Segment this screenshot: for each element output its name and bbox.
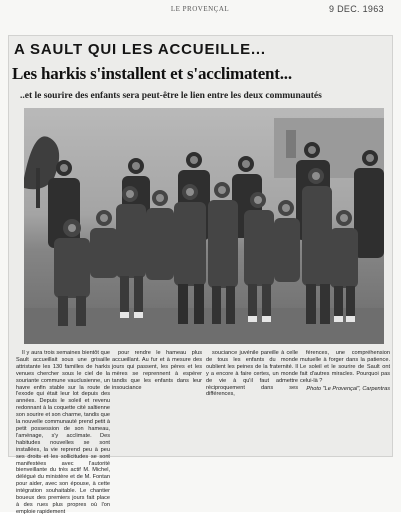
article-column-2 [112,350,202,391]
column-text: pour rendre le hameau plus accueillant. Au fur et à mesure des jours qui passent, les pères et les mères se reprennent à espérer tandis que les enfants dans leur insouciance [112,350,202,391]
column-text: souciance juvénile pareille à celle de tous les enfants du monde oublient les peines de la fraternité. Il y a encore à faire certes, un monde de vie à qu'il faut admettre réciproquement dans ses différences, [206,350,298,398]
column-text: Il y aura trois semaines bientôt que Sault accueillait sous une grisaille attristante les 130 familles de harkis venues chercher sous le ciel de la souriante commune vauclusienne, un havre enfin stable sur la route de l'exode qui était leur lot depuis des années. Depuis le soleil et revenu redonnant à la coquette cité saltienne son sourire et son charme, tandis que la nouvelle communauté prend petit à petit possession de son hameau, l'aménage, s'y acclimate. Des habitudes nouvelles se sont installées, la vie reprend peu à peu ses droits et les sollicitudes se sont manifestées avec l'autorité bienveillante du très actif M. Michel, délégué du ministère et de M. Fontan pour aider, avec son épouse, à cette intégration souhaitable. Le chantier boueux des premiers jours fait place à des rues plus propres où l'on emploie rapidement [16,350,110,515]
photo-credit: Photo "Le Provençal", Carpentras [306,385,390,392]
headline: A SAULT QUI LES ACCUEILLE... [14,41,266,58]
article-column-3 [206,350,298,398]
article-column-4 [300,350,390,392]
group-photo [24,108,384,344]
date-stamp: 9 DEC. 1963 [329,4,384,14]
article-subtitle: ..et le sourire des enfants sera peut-être le lien entre les deux communautés [20,91,322,101]
column-text: férences, une compréhension mutuelle à forger dans la patience. Le soleil et le sourire de Sault ont fait d'autres miracles. Pourquoi pas celui-là ? [300,350,390,384]
newspaper-name: LE PROVENÇAL [170,5,230,13]
article-column-1 [16,350,110,516]
article-title: Les harkis s'installent et s'acclimatent... [12,64,292,83]
